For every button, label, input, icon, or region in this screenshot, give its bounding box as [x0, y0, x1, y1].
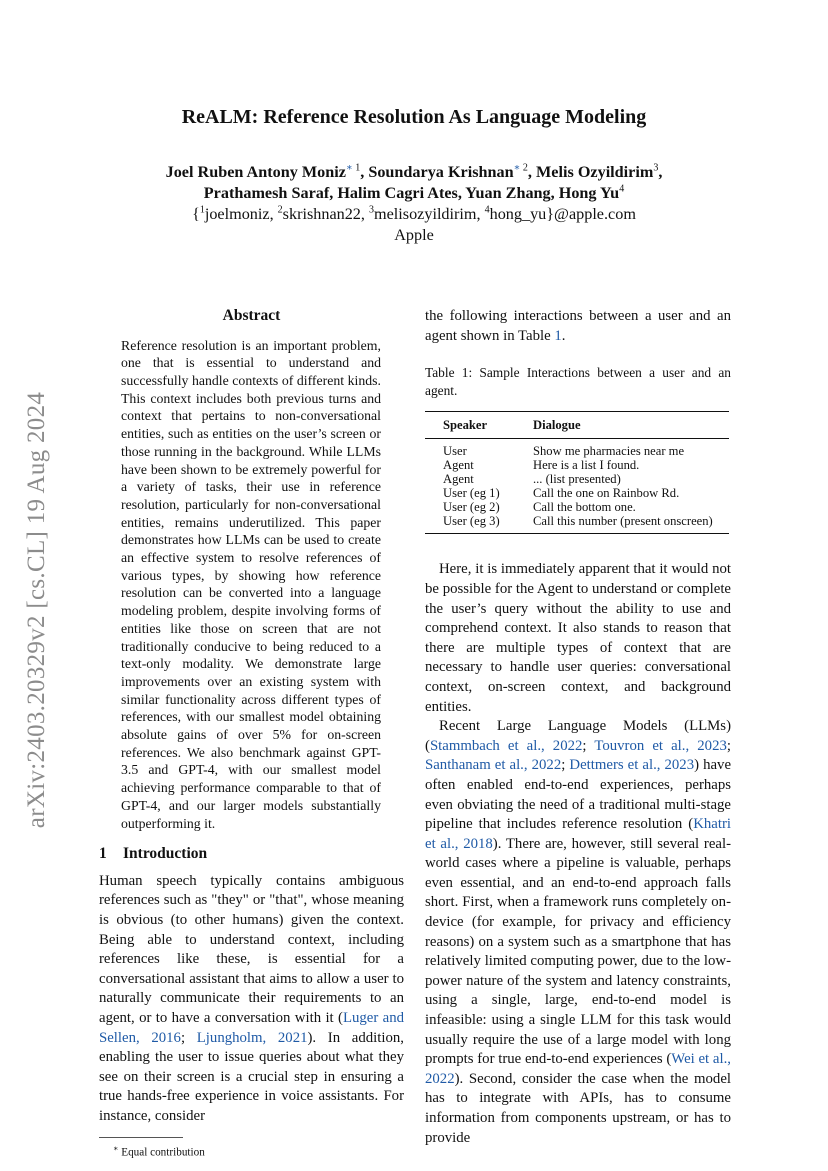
interactions-table [425, 411, 729, 534]
table-row [425, 500, 729, 514]
author-separator: , [527, 163, 537, 181]
speaker-cell: User (eg 3) [425, 514, 533, 534]
equal-contribution-mark: ∗ [513, 162, 521, 174]
section-number: 1 [99, 845, 107, 863]
dialogue-cell: Call the bottom one. [533, 500, 636, 515]
affiliation-mark: 4 [619, 183, 625, 195]
citation-link[interactable]: Dettmers et al., 2023 [569, 757, 695, 774]
footnote [99, 1142, 404, 1160]
author-emails: {$^1$joelmoniz, $^2$skrishnan22, $^3$melisozyildirim, $^4$hong_yu}@apple.com [192, 204, 636, 223]
abstract-text: Reference resolution is an important problem, one that is essential to understand and successfully handle contexts of different kinds. This context includes both previous turns and context that pertains to non-conversational entities, such as entities on the user’s screen or those running in the background. While LLMs have been shown to be extremely powerful for a variety of tasks, their use in reference resolution, particularly for non-conversational entities, remains underutilized. This paper demonstrates how LLMs can be used to create an effective system to resolve references of various types, by showing how reference resolution can be converted into a language modeling problem, despite involving forms of entities like those on screen that are not traditionally conducive to being reduced to a text-only modality. We demonstrate large improvements over an existing system with similar functionality across different types of references, with our smallest model obtaining absolute gains of over 5% for on-screen references. We also benchmark against GPT-3.5 and GPT-4, with our smallest model achieving performance comparable to that of GPT-4, and our larger models substantially outperforming it. [121, 337, 381, 831]
citation-link[interactable]: Stammbach et al., 2022 [429, 737, 583, 754]
citation-link[interactable]: Wei et al., 2022 [425, 1051, 731, 1087]
paper-title: ReALM: Reference Resolution As Language Modeling [181, 106, 647, 128]
author-line-1 [0, 162, 828, 183]
footnote-divider [99, 1137, 183, 1138]
author-separator: , [360, 163, 369, 181]
table-caption: Table 1: Sample Interactions between a user and an agent. [425, 365, 731, 398]
author-name: Melis Ozyildirim [536, 163, 654, 181]
body-paragraph: Here, it is immediately apparent that it would not be possible for the Agent to understand or complete the user’s query without the ability to use and comprehend context. It also stands to reason that there are multiple types of context that are necessary to handle user queries: conversational context, on-screen context, and background entities. [425, 561, 731, 715]
dialogue-cell: ... (list presented) [533, 472, 621, 487]
abstract-heading: Abstract [222, 307, 281, 324]
section-title: Introduction [123, 845, 208, 863]
section-heading-introduction [99, 844, 404, 864]
left-column [99, 306, 404, 1159]
affiliation-mark: 3 [653, 162, 659, 174]
dialogue-cell: Call the one on Rainbow Rd. [533, 486, 680, 501]
intro-paragraph: Human speech typically contains ambiguous references such as "they" or "that", whose meaning is obvious (to other humans) given the context. Being able to understand context, including references like these, is essential for a conversational assistant that aims to allow a user to naturally communicate their requirements to an agent, or to have a conversation with it (Luger and Sellen, 2016; Ljungholm, 2021). In addition, enabling the user to issue queries about what they see on their screen is a crucial step in ensuring a true hands-free experience in voice assistants. For instance, consider [99, 872, 405, 1124]
dialogue-cell: Here is a list I found. [533, 458, 640, 473]
author-affiliation: Apple [394, 226, 434, 244]
table-row [425, 472, 729, 486]
table-row [425, 439, 729, 459]
author-names: Prathamesh Saraf, Halim Cagri Ates, Yuan Zhang, Hong Yu [203, 184, 620, 202]
footnote-text: Equal contribution [121, 1146, 205, 1159]
author-line-2 [0, 183, 828, 204]
table-row [425, 458, 729, 472]
dialogue-cell: Show me pharmacies near me [533, 444, 685, 459]
author-name: Soundarya Krishnan [368, 163, 514, 181]
citation-link[interactable]: Touvron et al., 2023 [594, 737, 727, 754]
speaker-cell: Agent [443, 458, 474, 473]
author-block [0, 162, 828, 246]
table-ref-link[interactable]: 1 [554, 327, 562, 344]
right-column [425, 307, 731, 1148]
table-header-row [425, 412, 729, 439]
speaker-cell: User (eg 2) [443, 500, 500, 515]
citation-link[interactable]: Khatri et al., 2018 [425, 816, 731, 852]
footnote-mark: ∗ [113, 1143, 119, 1153]
equal-contribution-mark: ∗ [345, 162, 353, 174]
column-header-speaker: Speaker [425, 412, 533, 439]
author-separator: , [658, 163, 663, 181]
citation-link[interactable]: Ljungholm, 2021 [196, 1029, 308, 1046]
citation-link[interactable]: Santhanam et al., 2022 [425, 757, 562, 774]
continued-paragraph: the following interactions between a user and an agent shown in Table 1. [425, 308, 731, 344]
speaker-cell: Agent [443, 472, 474, 487]
citation-link[interactable]: Luger and Sellen, 2016 [99, 1010, 404, 1046]
affiliation-mark: 2 [520, 162, 528, 174]
dialogue-cell: Call this number (present onscreen) [533, 514, 729, 534]
arxiv-identifier: arXiv:2403.20329v2 [cs.CL] 19 Aug 2024 [23, 391, 50, 829]
body-paragraph: Recent Large Language Models (LLMs) (Stammbach et al., 2022; Touvron et al., 2023; Santhanam et al., 2022; Dettmers et al., 2023) have often enabled end-to-end experiences, perhaps even obviating the need of a traditional multi-stage pipeline that includes reference resolution (Khatri et al., 2018). There are, however, still several real-world cases where a pipeline is valuable, perhaps even essential, and an end-to-end approach falls short. First, when a framework runs completely on-device (for example, for privacy and efficiency reasons) on a system such as a smartphone that has relatively limited computing power, due to the low-power nature of the system and latency constraints, using a single, large, end-to-end model is infeasible: using a single LLM for this task would usually require the use of a large model with long prompts for true end-to-end experiences (Wei et al., 2022). Second, consider the case when the model has to integrate with APIs, has to consume information from components upstream, or has to provide [425, 718, 732, 1146]
speaker-cell: User (eg 1) [443, 486, 500, 501]
speaker-cell: User [443, 444, 467, 459]
table-row [425, 486, 729, 500]
arxiv-side-stamp [14, 360, 60, 860]
column-header-dialogue: Dialogue [533, 412, 729, 439]
author-name: Joel Ruben Antony Moniz [165, 163, 346, 181]
affiliation-mark: 1 [352, 162, 361, 174]
table-row [425, 514, 729, 534]
